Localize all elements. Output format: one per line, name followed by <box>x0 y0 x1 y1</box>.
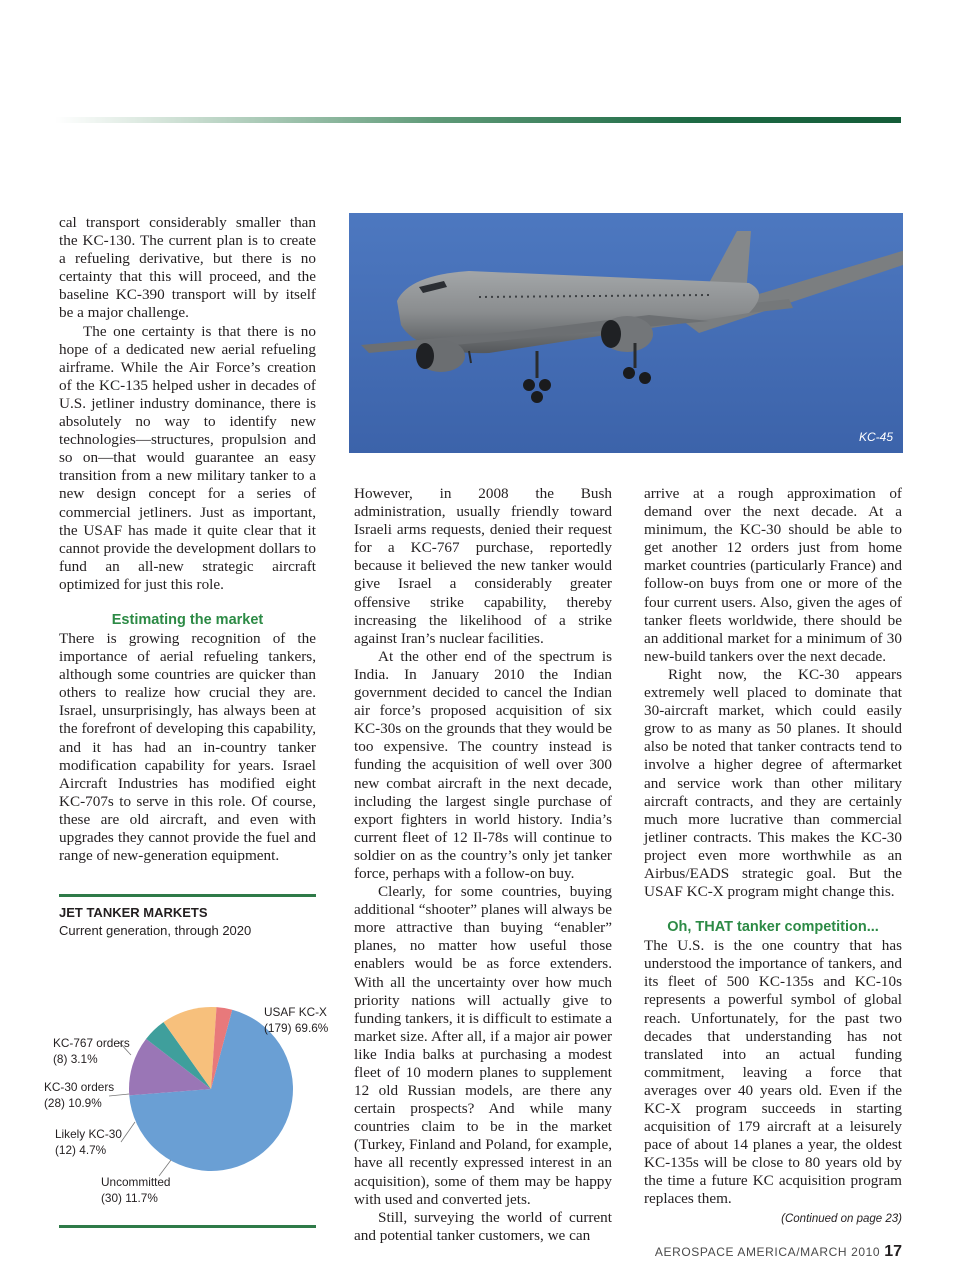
pie-label-likely-kc30-pct: 4.7% <box>79 1143 107 1157</box>
right-column <box>644 485 902 1228</box>
pie-label-usaf-kcx-count: (179) <box>264 1021 292 1035</box>
pie-label-kc30-orders <box>44 1079 114 1111</box>
jet-tanker-markets-sidebar <box>44 894 329 1228</box>
section-heading-tanker-competition: Oh, THAT tanker competition... <box>667 919 879 936</box>
pie-label-kc767-count: (8) <box>53 1052 68 1066</box>
pie-label-usaf-kcx-pct: 69.6% <box>294 1021 329 1035</box>
page-number: 17 <box>884 1243 902 1260</box>
section-heading-estimating-market: Estimating the market <box>111 611 264 628</box>
pie-label-uncommitted-name: Uncommitted <box>101 1175 171 1189</box>
pie-leader-line <box>121 1122 135 1142</box>
left-paragraph-3: There is growing recognition of the importance of aerial refueling tankers, although some countries are quicker than others to realize how crucial they are. Israel, unsurprisingly, has always been at the forefront of developing this capability, and it has had an in-country tanker modification capability for years. Israel Aircraft Industries has modified eight KC-707s to serve in this role. Of course, these are old aircraft, and even with upgrades they cannot provide the fuel and range of new-generation equipment. <box>59 629 316 865</box>
right-paragraph-3: The U.S. is the one country that has understood the importance of tankers, and its fleet of 500 KC-135s and KC-10s represents a powerful symbol of global reach. Unfortunately, for the past two decades that understanding has not translated into an actual funding commitment, leaving a force that averages over 40 years old. Even if the KC-X program succeeds in starting acquisition of 179 aircraft at a leisurely pace of about 14 planes a year, the oldest KC-135s will be close to 80 years old by the time a future KC acquisition program replaces them. <box>644 937 902 1208</box>
middle-column <box>354 485 612 1245</box>
middle-paragraph-2: At the other end of the spectrum is India. In January 2010 the Indian government decided to cancel the Indian air force’s proposed acquisition of six KC-30s on the grounds that they would be too expensive. The country instead is funding the acquisition of well over 300 new combat aircraft in the next decade, including the largest single purchase of export fighters in world history. India’s current fleet of 12 Il-78s will continue to soldier on as the country’s only jet tanker force, perhaps with a follow-on buy. <box>354 647 612 882</box>
pie-label-usaf-kcx-name: USAF KC-X <box>264 1005 327 1019</box>
sidebar-title: JET TANKER MARKETS <box>59 905 208 920</box>
pie-label-uncommitted-pct: 11.7% <box>125 1191 158 1205</box>
publication-name: AEROSPACE AMERICA/MARCH 2010 <box>654 1245 881 1259</box>
continued-note: (Continued on page 23) <box>781 1212 902 1225</box>
pie-label-likely-kc30-name: Likely KC-30 <box>55 1127 122 1141</box>
pie-label-kc767-name: KC-767 orders <box>53 1036 130 1050</box>
pie-label-kc767-pct: 3.1% <box>70 1052 98 1066</box>
pie-label-uncommitted-count: (30) <box>101 1191 122 1205</box>
middle-paragraph-1: However, in 2008 the Bush administration, usually friendly toward Israeli arms requests, denied their request for a KC-767 purchase, reportedly because it believed the new tanker would give Israel a considerably greater offensive strike capability, thereby increasing the likelihood of a strike against Iran’s nuclear facilities. <box>354 485 612 647</box>
sidebar-top-rule <box>59 894 316 897</box>
pie-label-likely-kc30 <box>55 1126 122 1158</box>
left-column <box>59 214 316 865</box>
left-paragraph-2: The one certainty is that there is no hope of a dedicated new aerial refueling airframe. While the Air Force’s creation of the KC-135 helped usher in decades of U.S. jetliner industry dominance, there is absolutely no way to identify new technologies—structures, propulsion and so on—that would guarantee an easy transition from a new military tanker to a new design concept for a series of commercial jetliners. Just as important, the USAF has made it quite clear that it cannot provide the development dollars to fund an all-new strategic aircraft optimized for just this role. <box>59 322 316 593</box>
page-footer <box>655 1243 902 1261</box>
pie-label-likely-kc30-count: (12) <box>55 1143 76 1157</box>
sidebar-bottom-rule <box>59 1225 316 1228</box>
photo-caption: KC-45 <box>858 430 893 444</box>
pie-label-kc30-orders-count: (28) <box>44 1096 65 1110</box>
pie-label-usaf-kcx <box>264 1004 328 1036</box>
aircraft-illustration <box>349 213 903 453</box>
pie-label-kc30-orders-name: KC-30 orders <box>44 1080 115 1094</box>
kc45-photo <box>349 213 903 453</box>
pie-label-uncommitted <box>101 1174 171 1206</box>
pie-label-kc767 <box>53 1035 130 1067</box>
top-decorative-rule <box>55 117 901 123</box>
pie-label-kc30-orders-pct: 10.9% <box>68 1096 102 1110</box>
middle-paragraph-3: Clearly, for some countries, buying additional “shooter” planes will always be more attractive than buying “enabler” planes, no matter how useful those enablers would be as force extenders. With all the uncertainty over how much priority nations will actually give to funding tankers, it is difficult to estimate a market size. After all, if a major air power like India balks at purchasing a modest fleet of 10 modern planes to supplement 12 old Russian models, are there any certain prospects? And while many countries claim to be in the market (Turkey, Finland and Poland, for example, have all recently expressed interest in an acquisition), some of them may be happy with used and converted jets. <box>354 883 612 1208</box>
right-paragraph-2: Right now, the KC-30 appears extremely well placed to dominate that 30-aircraft market, which could easily grow to as many as 50 planes. It should also be noted that tanker contracts tend to involve a higher degree of aftermarket and service work than other military aircraft contracts, and they are certainly much more lucrative than commercial jetliner contracts. This makes the KC-30 project even more worthwhile as an Airbus/EADS strategic goal. But the USAF KC-X program might change this. <box>644 665 902 901</box>
sidebar-subtitle: Current generation, through 2020 <box>59 923 252 938</box>
right-paragraph-1: arrive at a rough approximation of demand over the next decade. At a minimum, the KC-30 should be able to get another 12 orders just from home market countries (particularly France) and follow-on buys from one or more of the four current users. Also, given the ages of tanker fleets worldwide, there should be an additional market for a minimum of 30 new-build tankers over the next decade. <box>644 485 902 665</box>
left-paragraph-1: cal transport considerably smaller than the KC-130. The current plan is to create a refueling derivative, but there is no certainty that this will proceed, and the baseline KC-390 transport will by itself be a major challenge. <box>59 214 316 322</box>
middle-paragraph-4: Still, surveying the world of current and potential tanker customers, we can <box>354 1208 612 1244</box>
